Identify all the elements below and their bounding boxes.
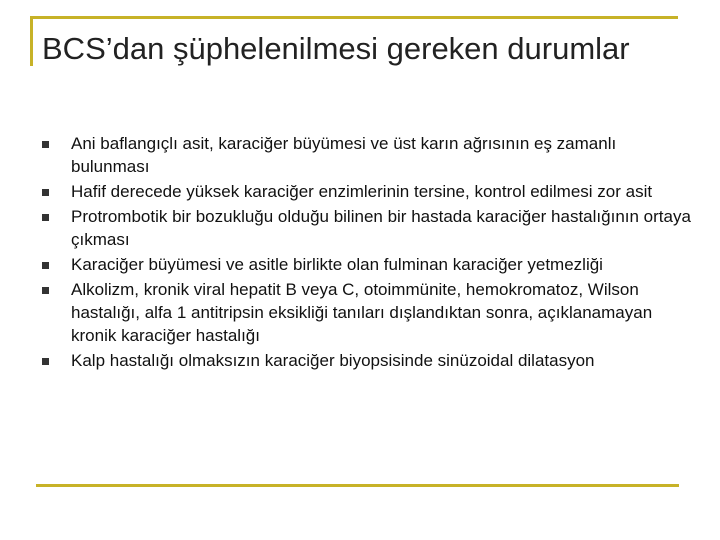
top-rule <box>30 16 678 19</box>
square-bullet-icon <box>42 287 49 294</box>
list-item <box>42 278 692 347</box>
bullet-text: Protrombotik bir bozukluğu olduğu bilinen bir hastada karaciğer hastalığının ortaya çıkması <box>71 207 691 249</box>
bullet-list <box>42 132 692 374</box>
list-item <box>42 205 692 251</box>
bullet-text: Alkolizm, kronik viral hepatit B veya C, otoimmünite, hemokromatoz, Wilson hastalığı, alfa 1 antitripsin eksikliği tanıları dışlandıktan sonra, açıklanamayan kronik karaciğer hastalığı <box>71 280 653 345</box>
bottom-rule <box>36 484 679 487</box>
bullet-text: Ani baflangıçlı asit, karaciğer büyümesi ve üst karın ağrısının eş zamanlı bulunması <box>71 134 617 176</box>
list-item <box>42 253 692 276</box>
list-item <box>42 349 692 372</box>
square-bullet-icon <box>42 141 49 148</box>
square-bullet-icon <box>42 214 49 221</box>
left-rule <box>30 16 33 66</box>
list-item <box>42 132 692 178</box>
square-bullet-icon <box>42 358 49 365</box>
bullet-text: Karaciğer büyümesi ve asitle birlikte olan fulminan karaciğer yetmezliği <box>71 255 603 274</box>
bullet-text: Kalp hastalığı olmaksızın karaciğer biyopsisinde sinüzoidal dilatasyon <box>71 351 595 370</box>
bullet-text: Hafif derecede yüksek karaciğer enzimlerinin tersine, kontrol edilmesi zor asit <box>71 182 653 201</box>
square-bullet-icon <box>42 262 49 269</box>
list-item <box>42 180 692 203</box>
slide-title: BCS’dan şüphelenilmesi gereken durumlar <box>42 31 630 66</box>
square-bullet-icon <box>42 189 49 196</box>
